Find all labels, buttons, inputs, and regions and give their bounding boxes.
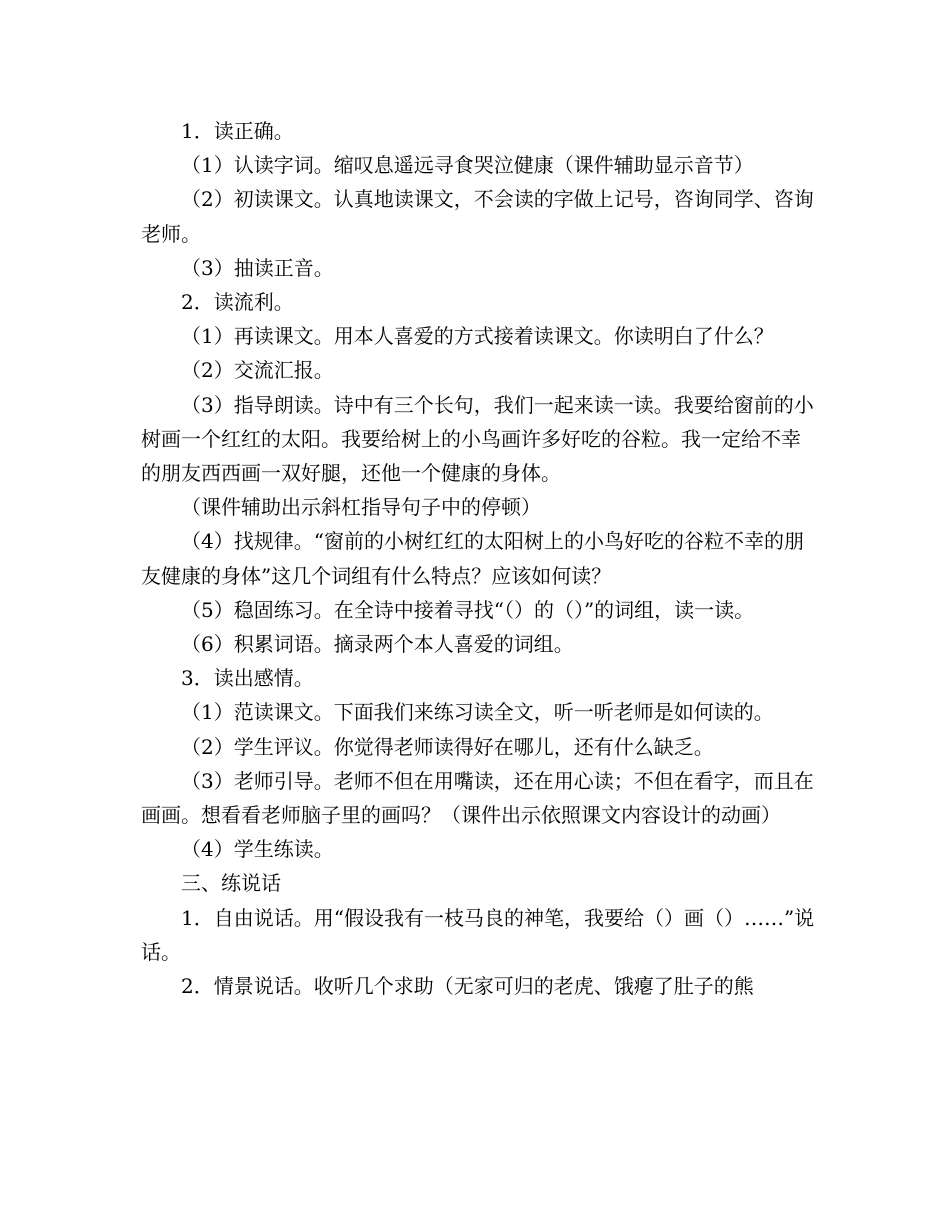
paragraph-model-reading: （1）范读课文。下面我们来练习读全文，听一听老师是如何读的。 (181, 700, 774, 725)
paragraph-situational-speaking: 2．情景说话。收听几个求助（无家可归的老虎、饿瘪了肚子的熊 (181, 974, 754, 999)
paragraph-courseware-pauses: （课件辅助出示斜杠指导句子中的停顿） (181, 495, 541, 520)
paragraph-free-speaking: 1．自由说话。用“假设我有一枝马良的神笔，我要给（）画（）……”说话。 (141, 905, 815, 964)
paragraph-reread-text: （1）再读课文。用本人喜爱的方式接着读课文。你读明白了什么？ (181, 324, 774, 349)
paragraph-first-reading: （2）初读课文。认真地读课文，不会读的字做上记号，咨询同学、咨询老师。 (141, 187, 814, 246)
document-body (141, 114, 816, 1003)
paragraph-accumulate-words: （6）积累词语。摘录两个本人喜爱的词组。 (181, 632, 574, 657)
paragraph-heading-read-correctly: 1．读正确。 (181, 119, 294, 143)
paragraph-student-practice: （4）学生练读。 (181, 837, 334, 862)
paragraph-spot-reading: （3）抽读正音。 (181, 255, 334, 280)
paragraph-student-comments: （2）学生评议。你觉得老师读得好在哪儿，还有什么缺乏。 (181, 734, 714, 759)
paragraph-find-pattern: （4）找规律。“窗前的小树红红的太阳树上的小鸟好吃的谷粒不幸的朋友健康的身体”这几个词组有什么特点？应该如何读？ (141, 529, 804, 588)
paragraph-heading-read-with-feeling: 3．读出感情。 (181, 666, 314, 691)
paragraph-consolidate-practice: （5）稳固练习。在全诗中接着寻找“（）的（）”的词组，读一读。 (181, 597, 755, 622)
paragraph-recognize-words: （1）认读字词。缩叹息遥远寻食哭泣健康（课件辅助显示音节） (181, 153, 754, 178)
paragraph-heading-read-fluently: 2．读流利。 (181, 290, 294, 315)
paragraph-guided-reading: （3）指导朗读。诗中有三个长句，我们一起来读一读。我要给窗前的小树画一个红红的太阳。我要给树上的小鸟画许多好吃的谷粒。我一定给不幸的朋友西西画一双好腿，还他一个健康的身体。 (141, 392, 814, 486)
paragraph-heading-speaking-practice: 三、练说话 (181, 871, 281, 896)
paragraph-share-report: （2）交流汇报。 (181, 358, 334, 383)
paragraph-teacher-guidance: （3）老师引导。老师不但在用嘴读，还在用心读；不但在看字，而且在画画。想看看老师脑子里的画吗？（课件出示依照课文内容设计的动画） (141, 768, 814, 828)
